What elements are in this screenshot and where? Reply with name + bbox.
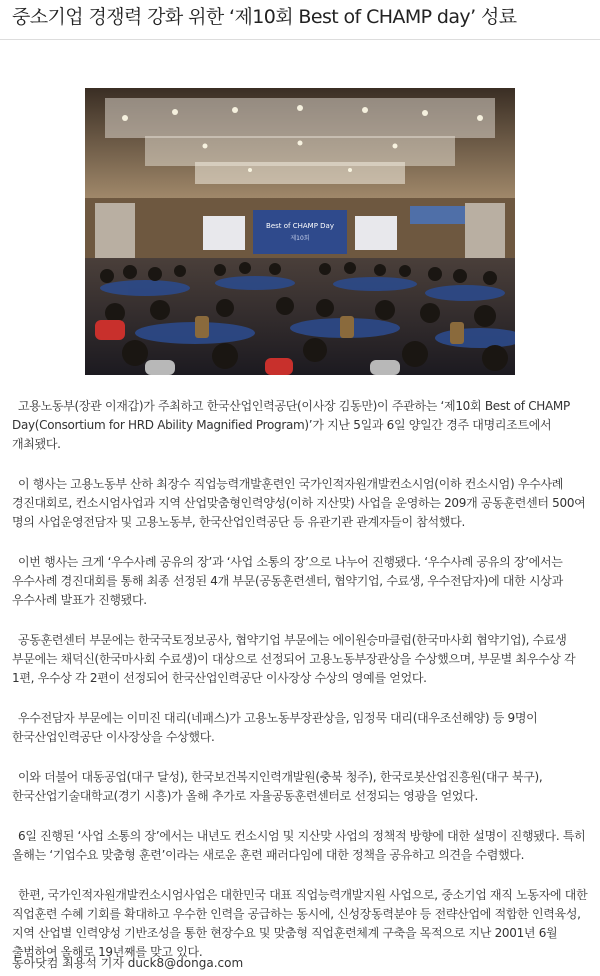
article-body <box>12 397 588 962</box>
article-byline: 동아닷컴 최용석 기자 duck8@donga.com <box>12 956 244 970</box>
article-paragraph: 이 행사는 고용노동부 산하 최장수 직업능력개발훈련인 국가인적자원개발컨소시엄(이하 컨소시엄) 우수사례 경진대회로, 컨소시엄사업과 지역 산업맞춤형인력양성(이하 지산맞) 사업을 운영하는 209개 공동훈련센터 500여 명의 사업운영전담자 및 고용노동부, 한국산업인력공단 등 유관기관 관계자들이 참석했다. <box>12 477 586 529</box>
article-paragraph: 이와 더불어 대동공업(대구 달성), 한국보건복지인력개발원(충북 청주), 한국로봇산업진흥원(대구 북구), 한국산업기술대학교(경기 시흥)가 올해 추가로 자율공동훈련센터로 선정되는 영광을 얻었다. <box>12 770 543 803</box>
screen-title-text: Best of CHAMP Day <box>266 222 334 230</box>
headline-divider <box>0 39 600 40</box>
article-paragraph: 고용노동부(장관 이재갑)가 주최하고 한국산업인력공단(이사장 김동만)이 주관하는 ‘제10회 Best of CHAMP Day(Consortium for HRD Ability Magnified Program)’가 지난 5일과 6일 양일간 경주 대명리조트에서 개최됐다. <box>12 399 570 451</box>
article-paragraph: 6일 진행된 ‘사업 소통의 장’에서는 내년도 컨소시엄 및 지산맞 사업의 정책적 방향에 대한 설명이 진행됐다. 특히 올해는 ‘기업수요 맞춤형 훈련’이라는 새로운 훈련 패러다임에 대한 정책을 공유하고 의견을 수렴했다. <box>12 829 586 862</box>
article-paragraph: 우수전담자 부문에는 이미진 대리(네패스)가 고용노동부장관상을, 임정묵 대리(대우조선해양) 등 9명이 한국산업인력공단 이사장상을 수상했다. <box>12 711 538 744</box>
article-headline: 중소기업 경쟁력 강화 위한 ‘제10회 Best of CHAMP day’ 성료 <box>12 6 517 28</box>
article-photo <box>85 88 515 375</box>
screen-subtitle-text: 제10회 <box>290 235 310 242</box>
article-paragraph: 한편, 국가인적자원개발컨소시엄사업은 대한민국 대표 직업능력개발지원 사업으로, 중소기업 재직 노동자에 대한 직업훈련 수혜 기회를 확대하고 우수한 인력을 공급하는 동시에, 신성장동력분야 등 전략산업에 적합한 인력육성, 지역 산업별 인력양성 기반조성을 통한 현장수요 및 맞춤형 직업훈련체계 구축을 목적으로 지난 2001년 6월 출범하여 올해로 19년째를 맞고 있다. <box>12 888 588 959</box>
article-paragraph: 공동훈련센터 부문에는 한국국토정보공사, 협약기업 부문에는 에이원승마클럽(한국마사회 협약기업), 수료생 부문에는 채덕신(한국마사회 수료생)이 대상으로 선정되어 고용노동부장관상을 수상했으며, 부문별 최우수상 각 1편, 우수상 각 2편이 선정되어 한국산업인력공단 이사장상 수상의 영예를 얻었다. <box>12 633 576 685</box>
article-paragraph: 이번 행사는 크게 ‘우수사례 공유의 장’과 ‘사업 소통의 장’으로 나누어 진행됐다. ‘우수사례 공유의 장’에서는 우수사례 경진대회를 통해 최종 선정된 4개 부문(공동훈련센터, 협약기업, 수료생, 우수전담자)에 대한 시상과 우수사례 발표가 진행됐다. <box>12 555 563 607</box>
